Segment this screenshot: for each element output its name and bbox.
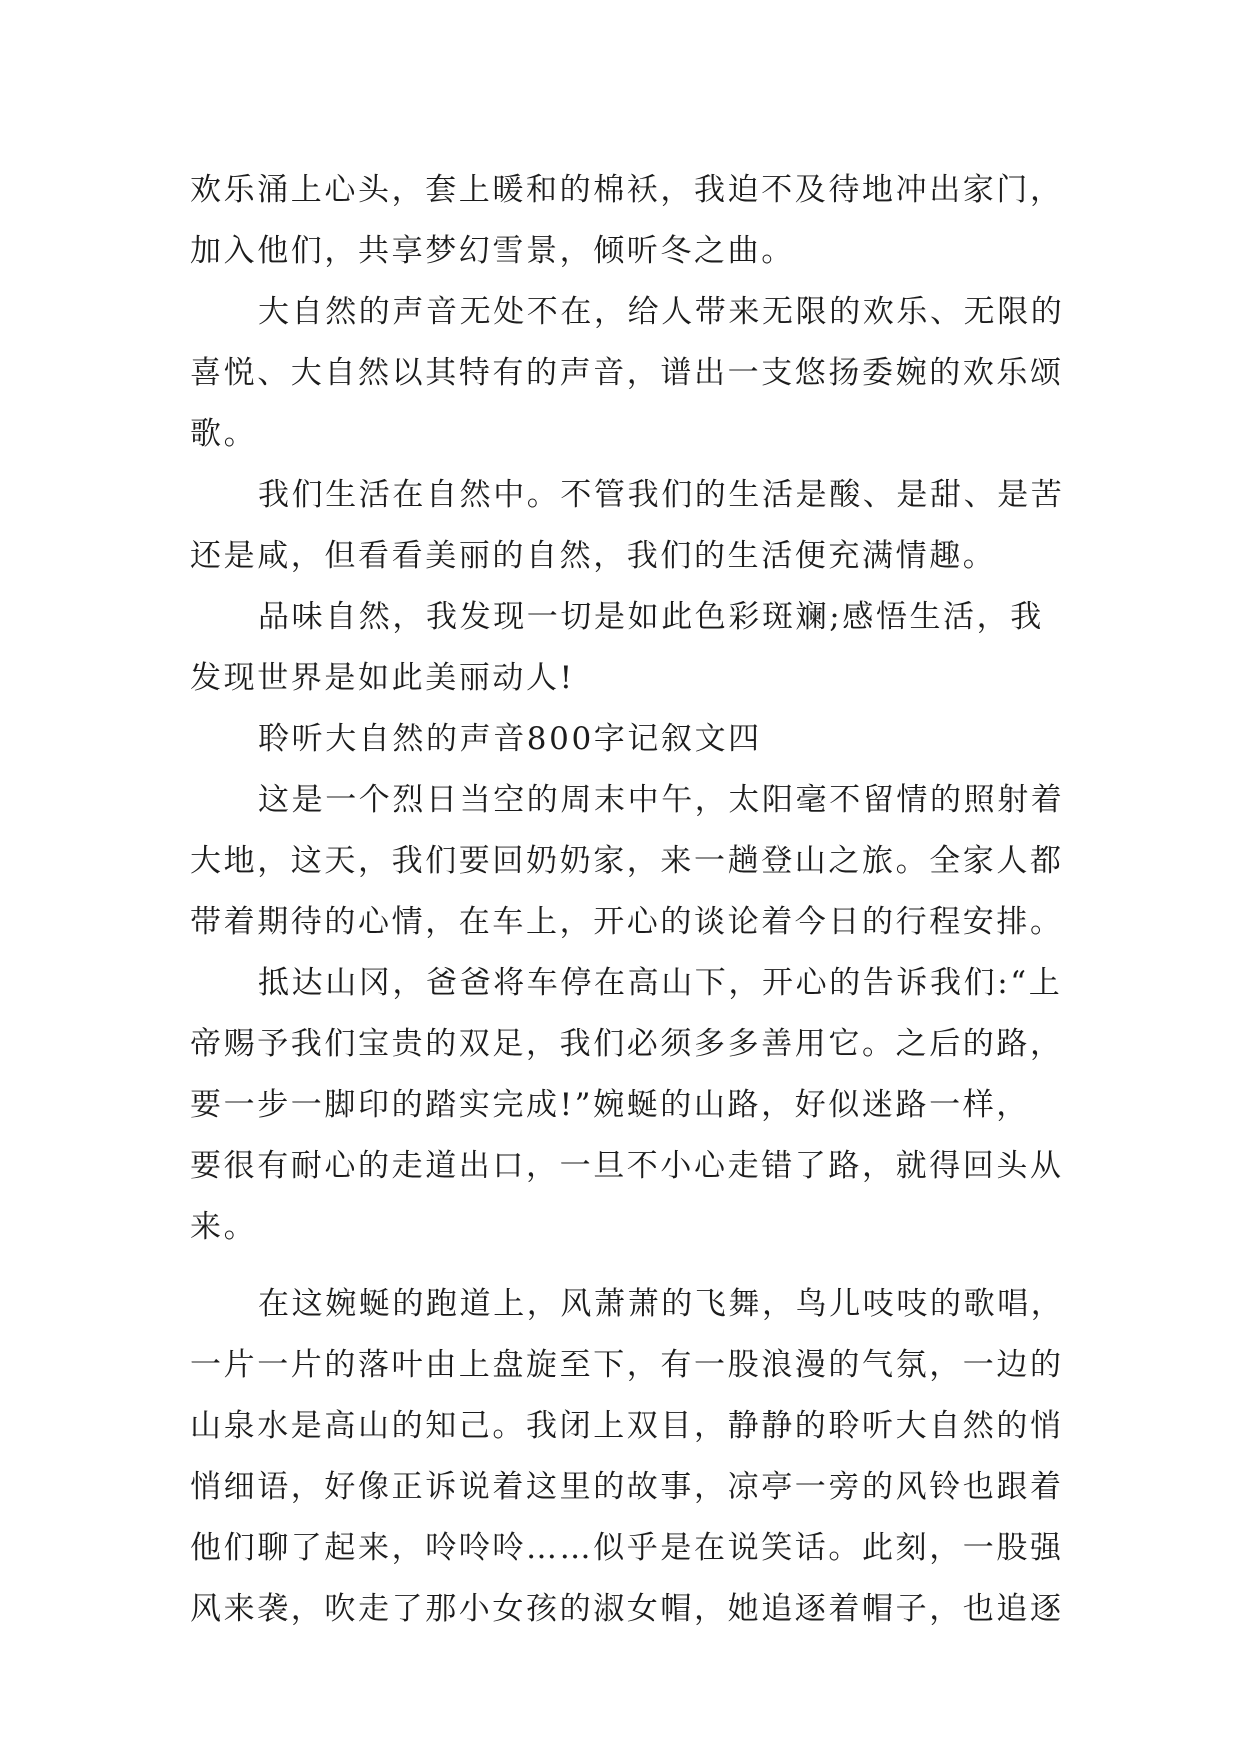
paragraph-gap <box>190 1258 1070 1274</box>
text-line: 大地，这天，我们要回奶奶家，来一趟登山之旅。全家人都 <box>190 843 1064 879</box>
text-line: 风来袭，吹走了那小女孩的淑女帽，她追逐着帽子，也追逐 <box>190 1591 1064 1627</box>
text-line: 要很有耐心的走道出口，一旦不小心走错了路，就得回头从 <box>190 1148 1064 1184</box>
text-line: 还是咸，但看看美丽的自然，我们的生活便充满情趣。 <box>190 538 997 574</box>
text-line: 一片一片的落叶由上盘旋至下，有一股浪漫的气氛，一边的 <box>190 1347 1064 1383</box>
text-line: 山泉水是高山的知己。我闭上双目，静静的聆听大自然的悄 <box>190 1408 1064 1444</box>
text-line: 他们聊了起来，呤呤呤……似乎是在说笑话。此刻，一股强 <box>190 1530 1064 1566</box>
paragraph-start: 品味自然，我发现一切是如此色彩斑斓;感悟生活，我 <box>258 599 1044 635</box>
text-line: 欢乐涌上心头，套上暖和的棉袄，我迫不及待地冲出家门， <box>190 172 1064 208</box>
text-line: 发现世界是如此美丽动人! <box>190 660 575 696</box>
text-line: 悄细语，好像正诉说着这里的故事，凉亭一旁的风铃也跟着 <box>190 1469 1064 1505</box>
document-body <box>190 160 1070 1640</box>
paragraph-start: 我们生活在自然中。不管我们的生活是酸、是甜、是苦 <box>258 477 1065 513</box>
text-line: 歌。 <box>190 416 258 452</box>
paragraph-start: 这是一个烈日当空的周末中午，太阳毫不留情的照射着 <box>258 782 1065 818</box>
text-line: 帝赐予我们宝贵的双足，我们必须多多善用它。之后的路， <box>190 1026 1064 1062</box>
paragraph-start: 在这婉蜒的跑道上，风萧萧的飞舞，鸟儿吱吱的歌唱， <box>258 1286 1065 1322</box>
text-line: 加入他们，共享梦幻雪景，倾听冬之曲。 <box>190 233 795 269</box>
section-heading: 聆听大自然的声音800字记叙文四 <box>258 721 762 757</box>
text-line: 带着期待的心情，在车上，开心的谈论着今日的行程安排。 <box>190 904 1064 940</box>
paragraph-start: 抵达山冈，爸爸将车停在高山下，开心的告诉我们:“上 <box>258 965 1063 1001</box>
text-line: 来。 <box>190 1209 258 1245</box>
text-line: 要一步一脚印的踏实完成!”婉蜒的山路，好似迷路一样， <box>190 1087 1030 1123</box>
text-line: 喜悦、大自然以其特有的声音，谱出一支悠扬委婉的欢乐颂 <box>190 355 1064 391</box>
paragraph-start: 大自然的声音无处不在，给人带来无限的欢乐、无限的 <box>258 294 1065 330</box>
